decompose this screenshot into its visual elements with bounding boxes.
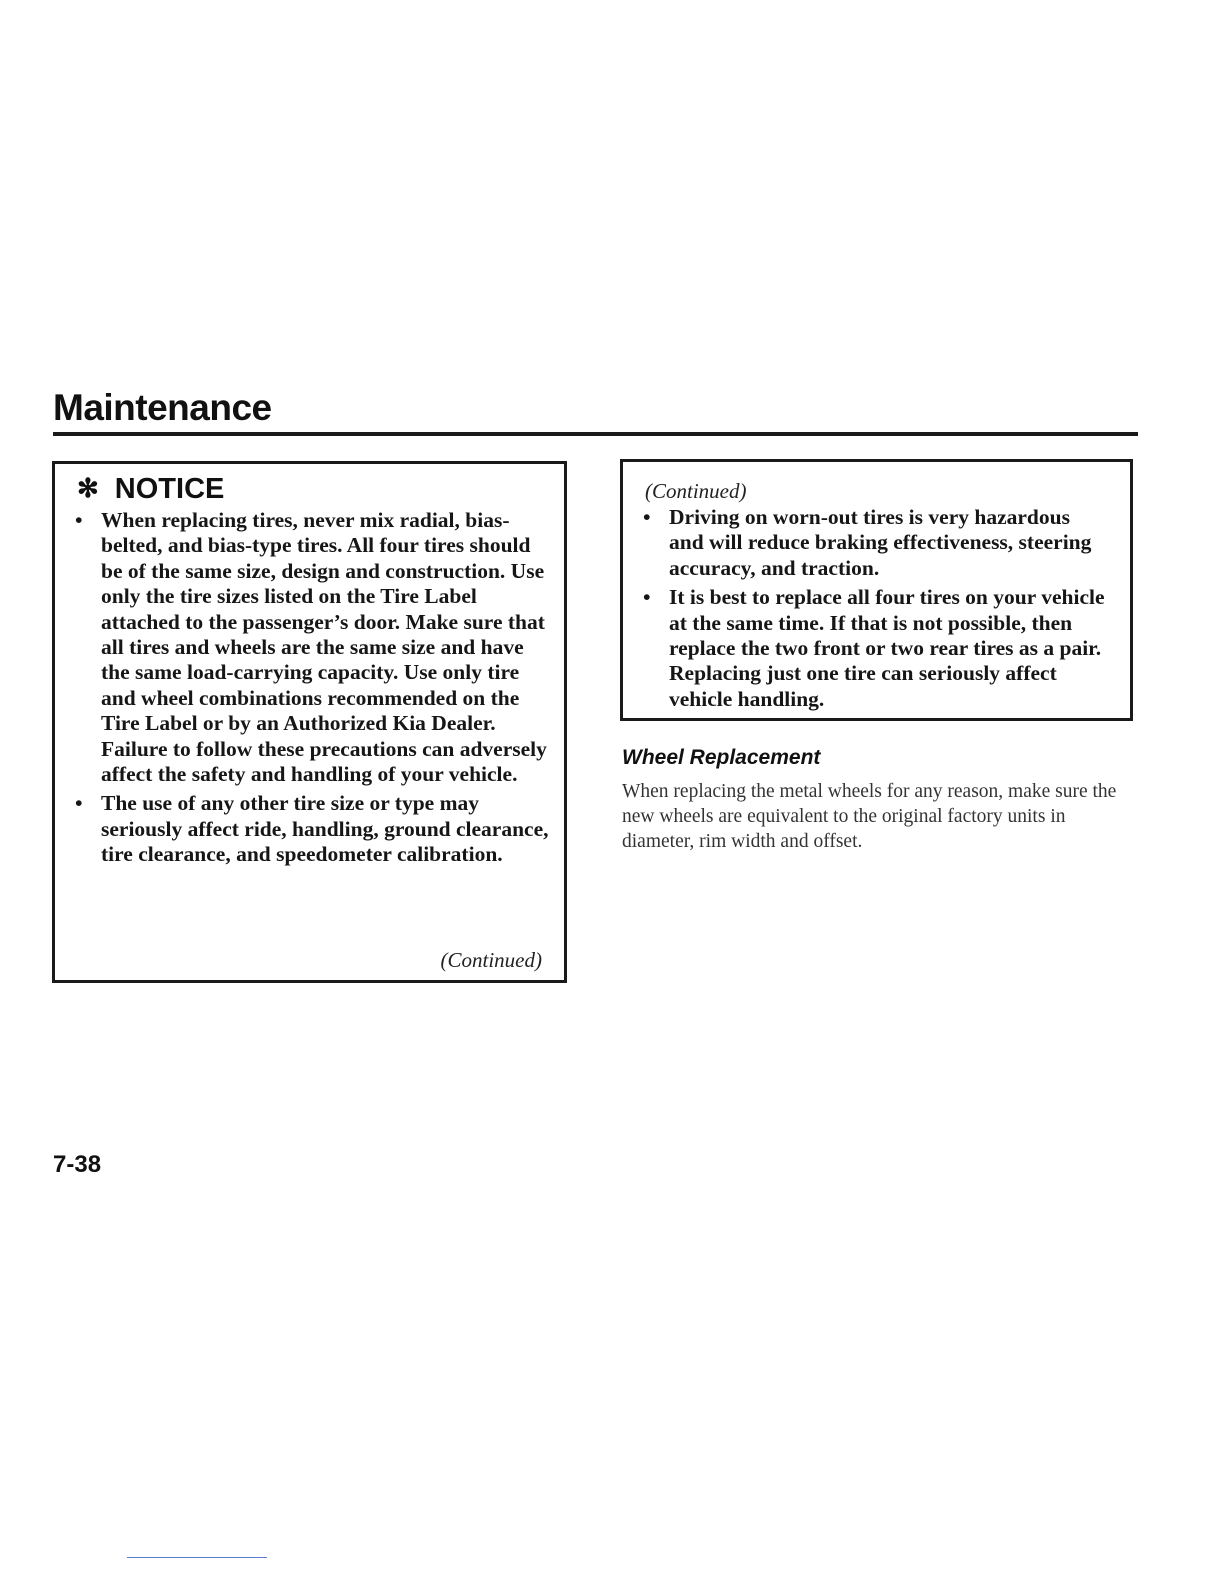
bullet-icon: • (75, 508, 83, 532)
list-item (75, 508, 551, 787)
section-title: Maintenance (53, 387, 272, 428)
notice-continued-box (620, 459, 1133, 721)
bullet-icon: • (643, 585, 651, 610)
asterisk-icon: ✻ (77, 473, 99, 503)
notice-box (52, 461, 567, 983)
bullet-icon: • (75, 791, 83, 816)
wheel-replacement-heading: Wheel Replacement (622, 746, 821, 769)
list-item (75, 791, 551, 867)
wheel-replacement-body: When replacing the metal wheels for any reason, make sure the new wheels are equivalent to the original factory units in diameter, rim width and offset. (622, 781, 1117, 852)
continued-bullet-list (643, 505, 1109, 716)
notice-heading-label: NOTICE (114, 473, 225, 505)
notice-bullet-list (75, 508, 551, 872)
notice-bullet-text: The use of any other tire size or type may seriously affect ride, handling, ground clearance, tire clearance, and speedometer calibration. (101, 791, 549, 867)
notice-bullet-text: When replacing tires, never mix radial, bias-belted, and bias-type tires. All four tires should be of the same size, design and construction. Use only the tire sizes listed on the Tire Label attached to the passenger’s door. Make sure that all tires and wheels are the same size and have the same load-carrying capacity. Use only tire and wheel combinations recommended on the Tire Label or by an Authorized Kia Dealer. Failure to follow these precautions can adversely affect the safety and handling of your vehicle. (101, 508, 547, 787)
page-number: 7-38 (53, 1151, 102, 1178)
continued-bullet-text: It is best to replace all four tires on your vehicle at the same time. If that is not possible, then replace the two front or two rear tires as a pair. Replacing just one tire can seriously affect vehicle handling. (669, 585, 1105, 711)
bullet-icon: • (643, 505, 651, 529)
link-underline (127, 1557, 267, 1558)
continued-label: (Continued) (440, 948, 542, 972)
continued-label: (Continued) (645, 479, 747, 503)
list-item (643, 585, 1109, 712)
list-item (643, 505, 1109, 581)
title-rule (53, 432, 1138, 436)
notice-heading (77, 470, 224, 507)
continued-bullet-text: Driving on worn-out tires is very hazardous and will reduce braking effectiveness, steering accuracy, and traction. (669, 505, 1092, 580)
